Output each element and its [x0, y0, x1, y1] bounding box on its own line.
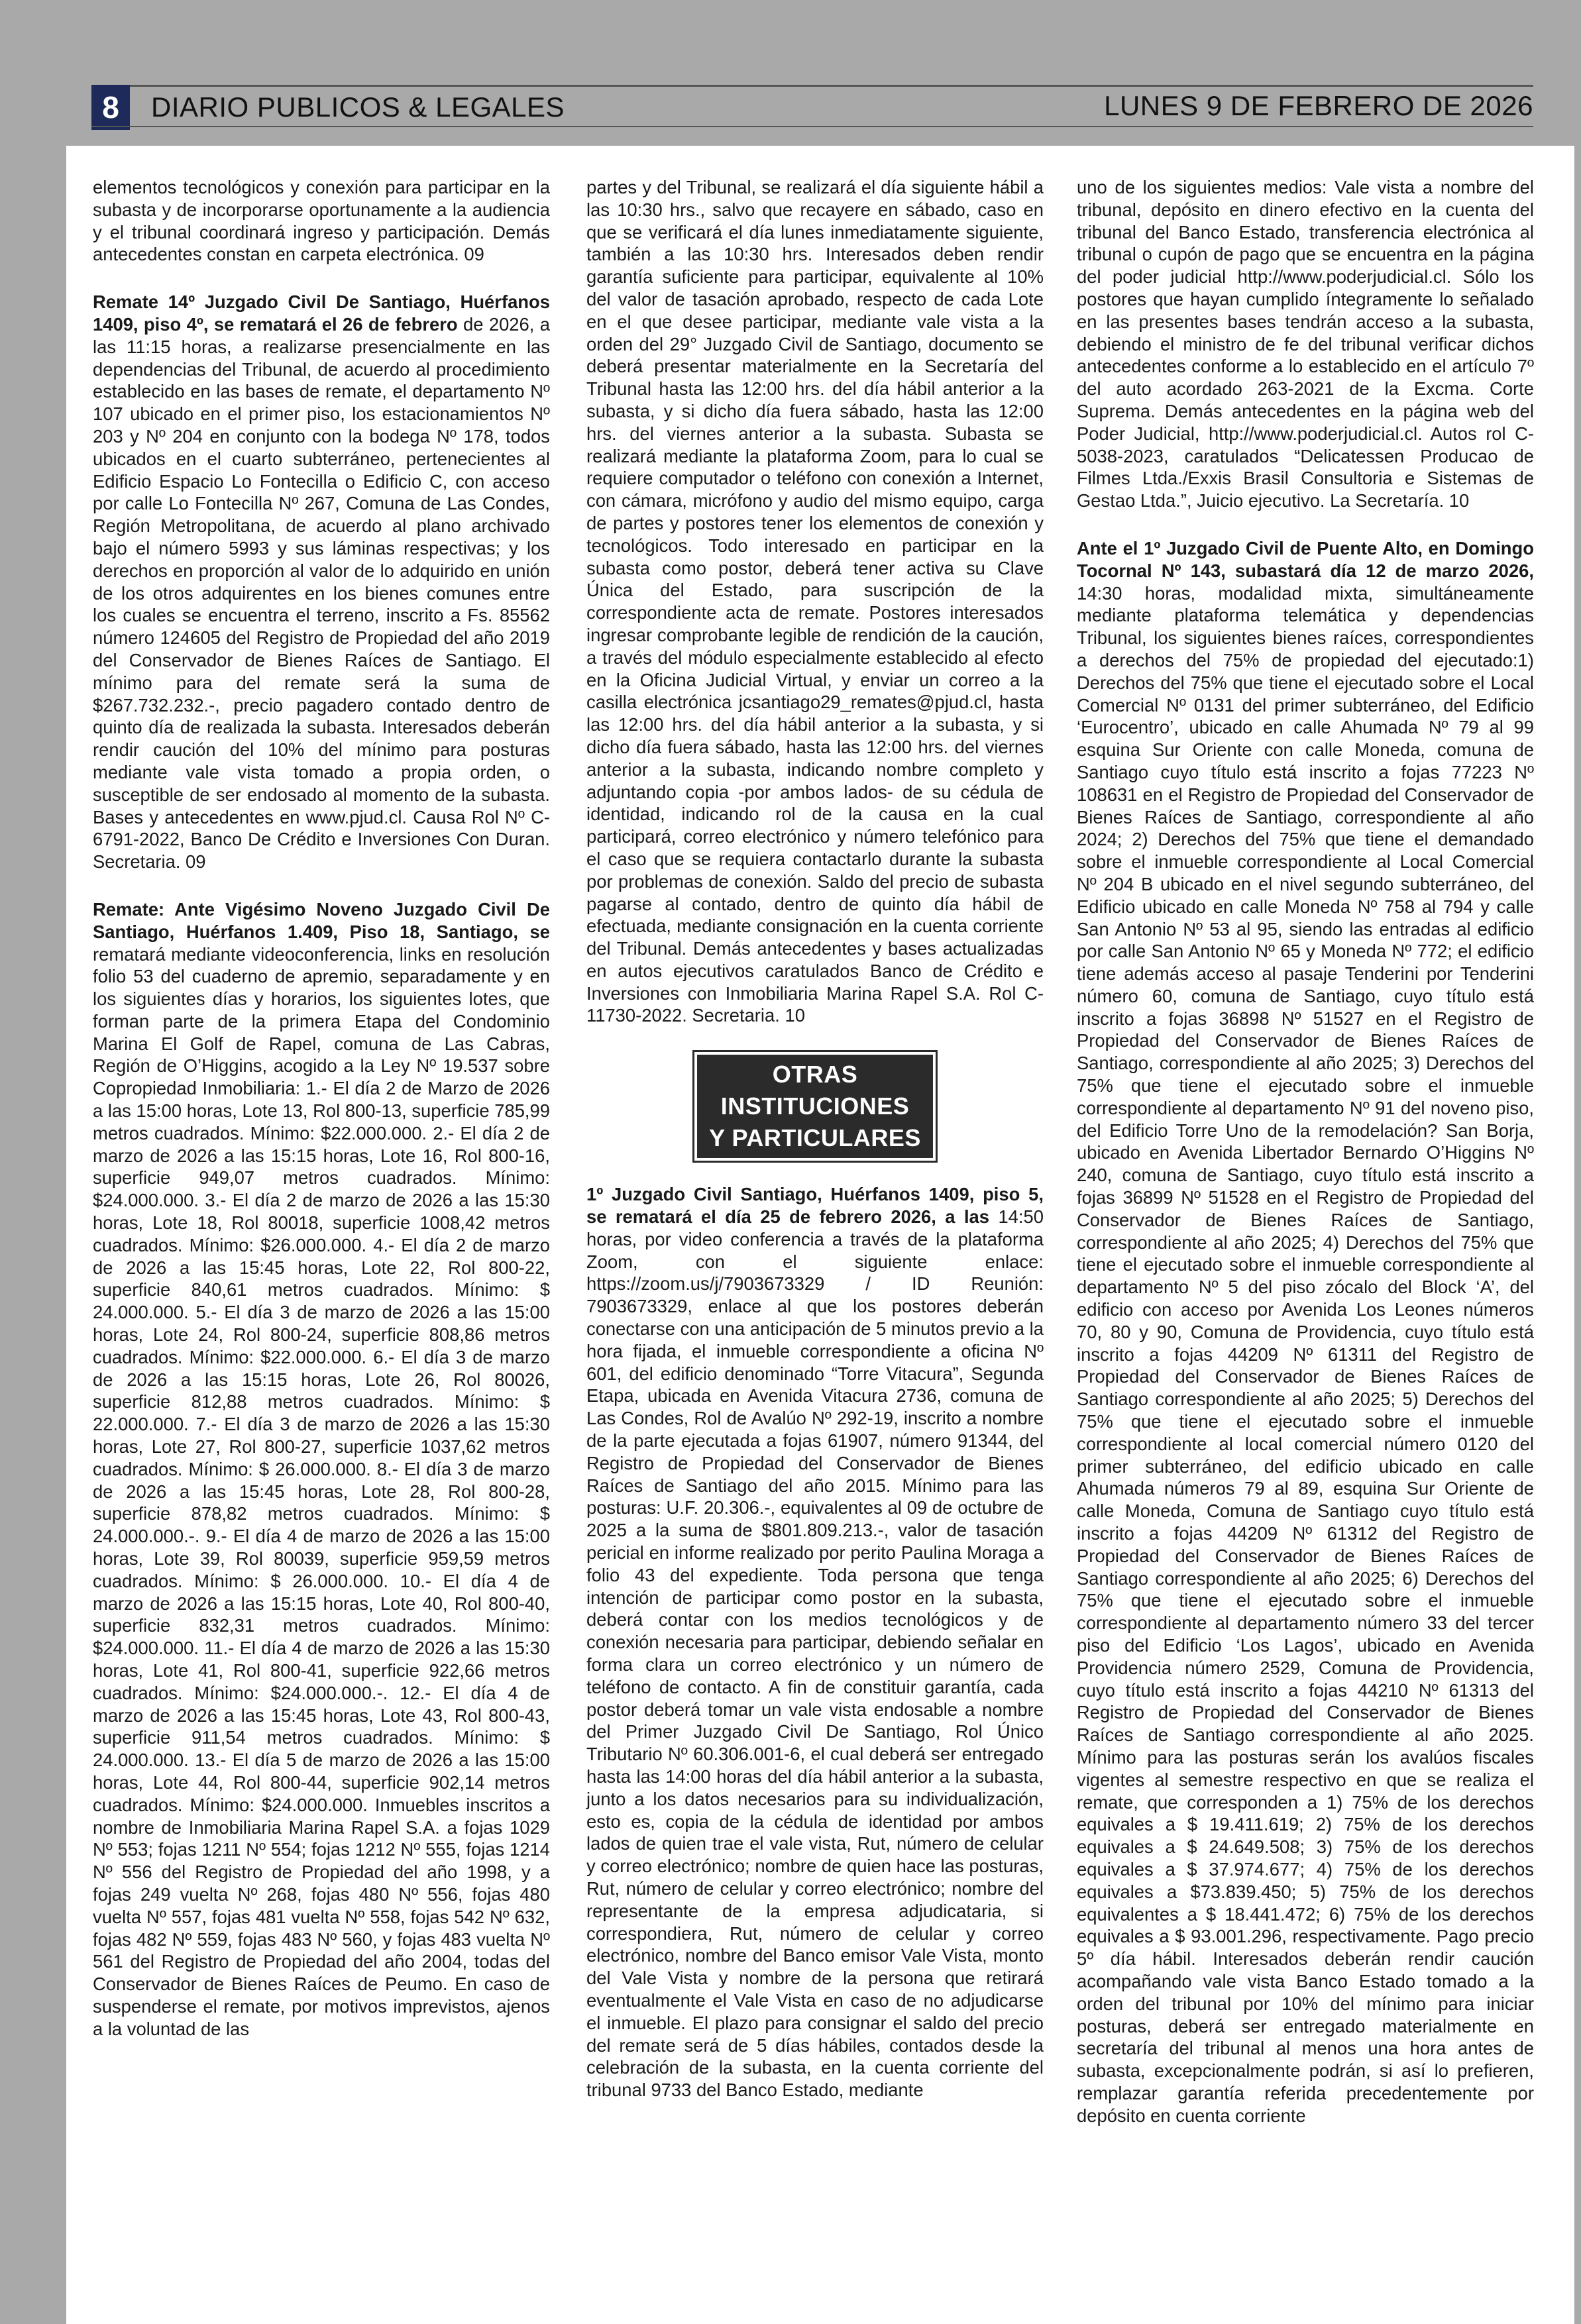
publication-date: LUNES 9 DE FEBRERO DE 2026 — [1104, 90, 1533, 121]
notice-heading: 1º Juzgado Civil Santiago, Huérfanos 1409, piso 5, se rematará el día 25 de febrero 2026, a las — [586, 1184, 1044, 1228]
notice-heading: Remate: Ante Vigésimo Noveno Juzgado Civil De Santiago, Huérfanos 1.409, Piso 18, Santiago, se — [93, 898, 550, 942]
page-header — [91, 85, 1533, 125]
notice-body: 14:30 horas, modalidad mixta, simultáneamente mediante plataforma telemática y dependencias Tribunal, los siguientes bienes raíces, correspondientes a derechos del 75% de propiedad del ejecutado:1) Derechos del 75% que tiene el ejecutado sobre el Local Comercial Nº 0131 del primer subterráneo, del Edificio ‘Eurocentro’, ubicado en calle Ahumada Nº 79 al 99 esquina Sur Oriente con calle Moneda, comuna de Santiago cuyo título está inscrito a fojas 77223 Nº 108631 en el Registro de Propiedad del Conservador de Bienes Raíces de Santiago, correspondiente al año 2024; 2) Derechos del 75% que tiene el demandado sobre el inmueble correspondiente al Local Comercial Nº 204 B ubicado en el nivel segundo subterráneo, del Edificio ubicado en calle Moneda Nº 758 al 794 y calle San Antonio Nº 53 al 95, siendo las entradas al edificio por calle San Antonio Nº 65 y Moneda Nº 772; el edificio tiene además acceso al pasaje Tenderini por Tenderini número 60, comuna de Santiago, cuyo título está inscrito a fojas 36898 Nº 51527 en el Registro de Propiedad del Conservador de Bienes Raíces de Santiago, correspondiente al año 2025; 3) Derechos del 75% que tiene el ejecutado sobre el inmueble correspondiente al departamento Nº 91 del noveno piso, del Edificio Torre Uno de la remodelación? San Borja, ubicado en Avenida Libertador Bernardo O’Higgins Nº 240, comuna de Santiago, cuyo título está inscrito a fojas 36899 Nº 51528 en el Registro de Propiedad del Conservador de Bienes Raíces de Santiago, correspondiente al año 2025; 4) Derechos del 75% que tiene el ejecutado sobre el inmueble correspondiente al departamento Nº 5 del piso zócalo del Block ‘A’, del edificio con acceso por Avenida Los Leones números 70, 80 y 90, Comuna de Providencia, cuyo título está inscrito a fojas 44209 Nº 61311 del Registro de Propiedad del Conservador de Bienes Raíces de Santiago correspondiente al año 2025; 5) Derechos del 75% que tiene el ejecutado sobre el inmueble correspondiente al local comercial número 0120 del primer subterráneo, del edificio ubicado en calle Ahumada números 79 al 89, esquina Sur Oriente de calle Moneda, Comuna de Santiago cuyo título está inscrito a fojas 44209 Nº 61312 del Registro de Propiedad del Conservador de Bienes Raíces de Santiago correspondiente al año 2025; 6) Derechos del 75% que tiene el ejecutado sobre el inmueble correspondiente al departamento número 33 del tercer piso del Edificio ‘Los Lagos’, ubicado en Avenida Providencia número 2529, Comuna de Providencia, cuyo título está inscrito a fojas 44210 Nº 61313 del Registro de Propiedad del Conservador de Bienes Raíces de Santiago correspondiente al año 2025. Mínimo para las posturas serán los avalúos fiscales vigentes al semestre respectivo en que se realiza el remate, que corresponden a 1) 75% de los derechos equivales a $ 19.411.619; 2) 75% de los derechos equivales a $ 24.649.508; 3) 75% de los derechos equivales a $ 37.974.677; 4) 75% de los derechos equivales a $73.839.450; 5) 75% de los derechos equivalentes a $ 18.441.472; 6) 75% de los derechos equivales a $ 93.001.296, respectivamente. Pago precio 5º día hábil. Interesados deberán rendir caución acompañando vale vista Banco Estado tomado a la orden del tribunal por 10% del mínimo para iniciar posturas, deberá ser entregado materialmente en secretaría del tribunal al menos una hora antes de subasta, excepcionalmente podrán, si así lo prefieren, remplazar garantía referida precedentemente por depósito en cuenta corriente — [1077, 582, 1534, 2126]
header-rule — [91, 85, 1533, 87]
notice-body: rematará mediante videoconferencia, links en resolución folio 53 del cuaderno de apremio, separadamente y en los siguientes días y horarios, los siguientes lotes, que forman parte de la primera Etapa del Condominio Marina El Golf de Rapel, comuna de Las Cabras, Región de O’Higgins, acogido a la Ley Nº 19.537 sobre Copropiedad Inmobiliaria: 1.- El día 2 de Marzo de 2026 a las 15:00 horas, Lote 13, Rol 800-13, superficie 785,99 metros cuadrados. Mínimo: $22.000.000. 2.- El día 2 de marzo de 2026 a las 15:15 horas, Lote 16, Rol 800-16, superficie 949,07 metros cuadrados. Mínimo: $24.000.000. 3.- El día 2 de marzo de 2026 a las 15:30 horas, Lote 18, Rol 80018, superficie 1008,42 metros cuadrados. Mínimo: $26.000.000. 4.- El día 2 de marzo de 2026 a las 15:45 horas, Lote 22, Rol 800-22, superficie 840,61 metros cuadrados. Mínimo: $ 24.000.000. 5.- El día 3 de marzo de 2026 a las 15:00 horas, Lote 24, Rol 800-24, superficie 808,86 metros cuadrados. Mínimo: $22.000.000. 6.- El día 3 de marzo de 2026 a las 15:15 horas, Lote 26, Rol 80026, superficie 812,88 metros cuadrados. Mínimo: $ 22.000.000. 7.- El día 3 de marzo de 2026 a las 15:30 horas, Lote 27, Rol 800-27, superficie 1037,62 metros cuadrados. Mínimo: $ 26.000.000. 8.- El día 3 de marzo de 2026 a las 15:45 horas, Lote 28, Rol 800-28, superficie 878,82 metros cuadrados. Mínimo: $ 24.000.000.-. 9.- El día 4 de marzo de 2026 a las 15:00 horas, Lote 39, Rol 80039, superficie 959,59 metros cuadrados. Mínimo: $ 26.000.000. 10.- El día 4 de marzo de 2026 a las 15:15 horas, Lote 40, Rol 800-40, superficie 832,31 metros cuadrados. Mínimo: $24.000.000. 11.- El día 4 de marzo de 2026 a las 15:30 horas, Lote 41, Rol 800-41, superficie 922,66 metros cuadrados. Mínimo: $24.000.000.-. 12.- El día 4 de marzo de 2026 a las 15:45 horas, Lote 43, Rol 800-43, superficie 911,54 metros cuadrados. Mínimo: $ 24.000.000. 13.- El día 5 de marzo de 2026 a las 15:00 horas, Lote 44, Rol 800-44, superficie 902,14 metros cuadrados. Mínimo: $24.000.000. Inmuebles inscritos a nombre de Inmobiliaria Marina Rapel S.A. a fojas 1029 Nº 553; fojas 1211 Nº 554; fojas 1212 Nº 555, fojas 1214 Nº 556 del Registro de Propiedad del año 1998, y a fojas 249 vuelta Nº 268, fojas 480 Nº 556, fojas 480 vuelta Nº 557, fojas 481 vuelta Nº 558, fojas 542 Nº 632, fojas 482 Nº 559, fojas 483 Nº 560, y fojas 483 vuelta Nº 561 del Registro de Propiedad del año 2004, todas del Conservador de Bienes Raíces de Peumo. En caso de suspenderse el remate, por motivos imprevistos, ajenos a la voluntad de las — [93, 943, 550, 2039]
notice-29-juzgado — [93, 898, 550, 2040]
newspaper-page — [66, 146, 1574, 2324]
notice-heading: Remate 14º Juzgado Civil De Santiago, Huérfanos 1409, piso 4º, se rematará el 26 de febrero — [93, 291, 550, 335]
column-1 — [93, 176, 550, 2066]
notice-1-juzgado-santiago — [586, 1183, 1044, 2101]
notice-continuation: elementos tecnológicos y conexión para participar en la subasta y de incorporarse oportunamente a la audiencia y el tribunal coordinará ingreso y participación. Demás antecedentes constan en carpeta electrónica. 09 — [93, 177, 550, 265]
notice-heading: Ante el 1º Juzgado Civil de Puente Alto, en Domingo Tocornal Nº 143, subastará día 12 de marzo 2026, — [1077, 537, 1534, 581]
notice-1-juzgado-puente-alto — [1077, 537, 1534, 2127]
header-rule — [91, 126, 1533, 127]
notice-body: de 2026, a las 11:15 horas, a realizarse presencialmente en las dependencias del Tribunal, de acuerdo al procedimiento establecido en las bases de remate, el departamento Nº 107 ubicado en el primer piso, los estacionamientos Nº 203 y Nº 204 en conjunto con la bodega Nº 178, todos ubicados en el cuarto subterráneo, pertenecientes al Edificio Espacio Lo Fontecilla o Edificio C, con acceso por calle Lo Fontecilla Nº 267, Comuna de Las Condes, Región Metropolitana, de acuerdo al plano archivado bajo el número 5993 y sus láminas respectivas; y los derechos en proporción al valor de lo adquirido en unión de los otros adquirentes en los bienes comunes entre los cuales se encuentra el terreno, inscrito a Fs. 85562 número 124605 del Registro de Propiedad del año 2019 del Conservador de Bienes Raíces de Santiago. El mínimo para del remate será la suma de $267.732.232.-, precio pagadero contado dentro de quinto día de realizada la subasta. Interesados deberán rendir caución del 10% del mínimo para posturas mediante vale vista tomado a propia orden, o susceptible de ser endosado al momento de la subasta. Bases y antecedentes en www.pjud.cl. Causa Rol Nº C-6791-2022, Banco De Crédito e Inversiones Con Duran. Secretaria. 09 — [93, 313, 551, 872]
article-columns — [93, 176, 1537, 2296]
notice-continuation: partes y del Tribunal, se realizará el día siguiente hábil a las 10:30 hrs., salvo que recayere en sábado, caso en que se verificará el día lunes inmediatamente siguiente, también a las 10:30 hrs. Interesados deben rendir garantía suficiente para participar, equivalente al 10% del valor de tasación aprobado, respecto de cada Lote en el que desee participar, mediante vale vista a la orden del 29° Juzgado Civil de Santiago, documento se deberá presentar materialmente en la Secretaría del Tribunal hasta las 12:00 hrs. del día hábil anterior a la subasta, y si dicho día fuera sábado, hasta las 12:00 hrs. del viernes anterior a la subasta. Subasta se realizará mediante la plataforma Zoom, para lo cual se requiere computador o teléfono con conexión a Internet, con cámara, micrófono y audio del mismo equipo, carga de partes y postores tener los elementos de conexión y tecnológicos. Todo interesado en participar en la subasta como postor, deberá tener activa su Clave Única del Estado, para suscripción de la correspondiente acta de remate. Postores interesados ingresar comprobante legible de rendición de la caución, a través del módulo especialmente establecido al efecto en la Oficina Judicial Virtual, y enviar un correo a la casilla electrónica jcsantiago29_remates@pjud.cl, hasta las 12:00 hrs. del día hábil anterior a la subasta, y si dicho día fuera sábado, hasta las 12:00 hrs. del viernes anterior a la subasta, indicando nombre completo y adjuntando copia -por ambos lados- de su cédula de identidad, indicando rol de la causa en la cual participará, correo electrónico y número telefónico para el caso que se requiera contactarlo durante la subasta por problemas de conexión. Saldo del precio de subasta pagarse al contado, dentro de quinto día hábil de efectuada, mediante consignación en la cuenta corriente del Tribunal. Demás antecedentes y bases actualizadas en autos ejecutivos caratulados Banco de Crédito e Inversiones con Inmobiliaria Marina Rapel S.A. Rol C-11730-2022. Secretaria. 10 — [586, 177, 1044, 1026]
section-header-line-2: Y PARTICULARES — [709, 1124, 921, 1152]
notice-14-juzgado — [93, 291, 550, 873]
notice-body: 14:50 horas, por video conferencia a través de la plataforma Zoom, con el siguiente enlace: https://zoom.us/j/7903673329 / ID Reunión: 7903673329, enlace al que los postores deberán conectarse con una anticipación de 5 minutos previo a la hora fijada, el inmueble correspondiente a oficina Nº 601, del edificio denominado “Torre Vitacura”, Segunda Etapa, ubicada en Avenida Vitacura 2736, comuna de Las Condes, Rol de Avalúo Nº 292-19, inscrito a nombre de la parte ejecutada a fojas 61907, número 91344, del Registro de Propiedad del Conservador de Bienes Raíces de Santiago del año 2015. Mínimo para las posturas: U.F. 20.306.-, equivalentes al 09 de octubre de 2025 a la suma de $801.809.213.-, valor de tasación pericial en informe realizado por perito Paulina Moraga a folio 43 del expediente. Toda persona que tenga intención de participar como postor en la subasta, deberá contar con los medios tecnológicos y de conexión necesaria para participar, debiendo señalar en forma clara un correo electrónico y un número de teléfono de contacto. A fin de constituir garantía, cada postor deberá tomar un vale vista endosable a nombre del Primer Juzgado Civil De Santiago, Rol Único Tributario Nº 60.306.001-6, el cual deberá ser entregado hasta las 14:00 horas del día hábil anterior a la subasta, junto a los datos necesarios para su individualización, esto es, copia de la cédula de identidad por ambos lados de quien trae el vale vista, Rut, número de celular y correo electrónico; nombre de quien hace las posturas, Rut, número de celular y correo electrónico; nombre del representante de la empresa adjudicataria, si correspondiera, Rut, número de celular y correo electrónico, nombre del Banco emisor Vale Vista, monto del Vale Vista y nombre de la persona que retirará eventualmente el Vale Vista en caso de no adjudicarse el inmueble. El plazo para consignar el saldo del precio del remate será de 5 días hábiles, contados desde la celebración de la subasta, en la cuenta corriente del tribunal 9733 del Banco Estado, mediante — [586, 1206, 1044, 2101]
page-number: 8 — [91, 85, 130, 130]
column-2 — [586, 176, 1044, 2127]
publication-title: DIARIO PUBLICOS & LEGALES — [151, 91, 565, 123]
column-3 — [1077, 176, 1534, 2152]
section-header-line-1: OTRAS INSTITUCIONES — [720, 1061, 910, 1120]
notice-continuation: uno de los siguientes medios: Vale vista a nombre del tribunal, depósito en dinero efectivo en la cuenta del tribunal del Banco Estado, transferencia electrónica al tribunal o cupón de pago que se encuentra en la página del poder judicial http://www.poderjudicial.cl. Sólo los postores que hayan cumplido íntegramente lo señalado en las presentes bases tendrán acceso a la subasta, debiendo el ministro de fe del tribunal verificar dichos antecedentes conforme a lo establecido en el artículo 7º del auto acordado 263-2021 de la Excma. Corte Suprema. Demás antecedentes en la página web del Poder Judicial, http://www.poderjudicial.cl. Autos rol C-5038-2023, caratulados “Delicatessen Producao de Filmes Ltda./Exxis Brasil Consultoria e Sistemas de Gestao Ltda.”, Juicio ejecutivo. La Secretaría. 10 — [1077, 177, 1534, 511]
section-header-otras-instituciones — [694, 1052, 936, 1161]
